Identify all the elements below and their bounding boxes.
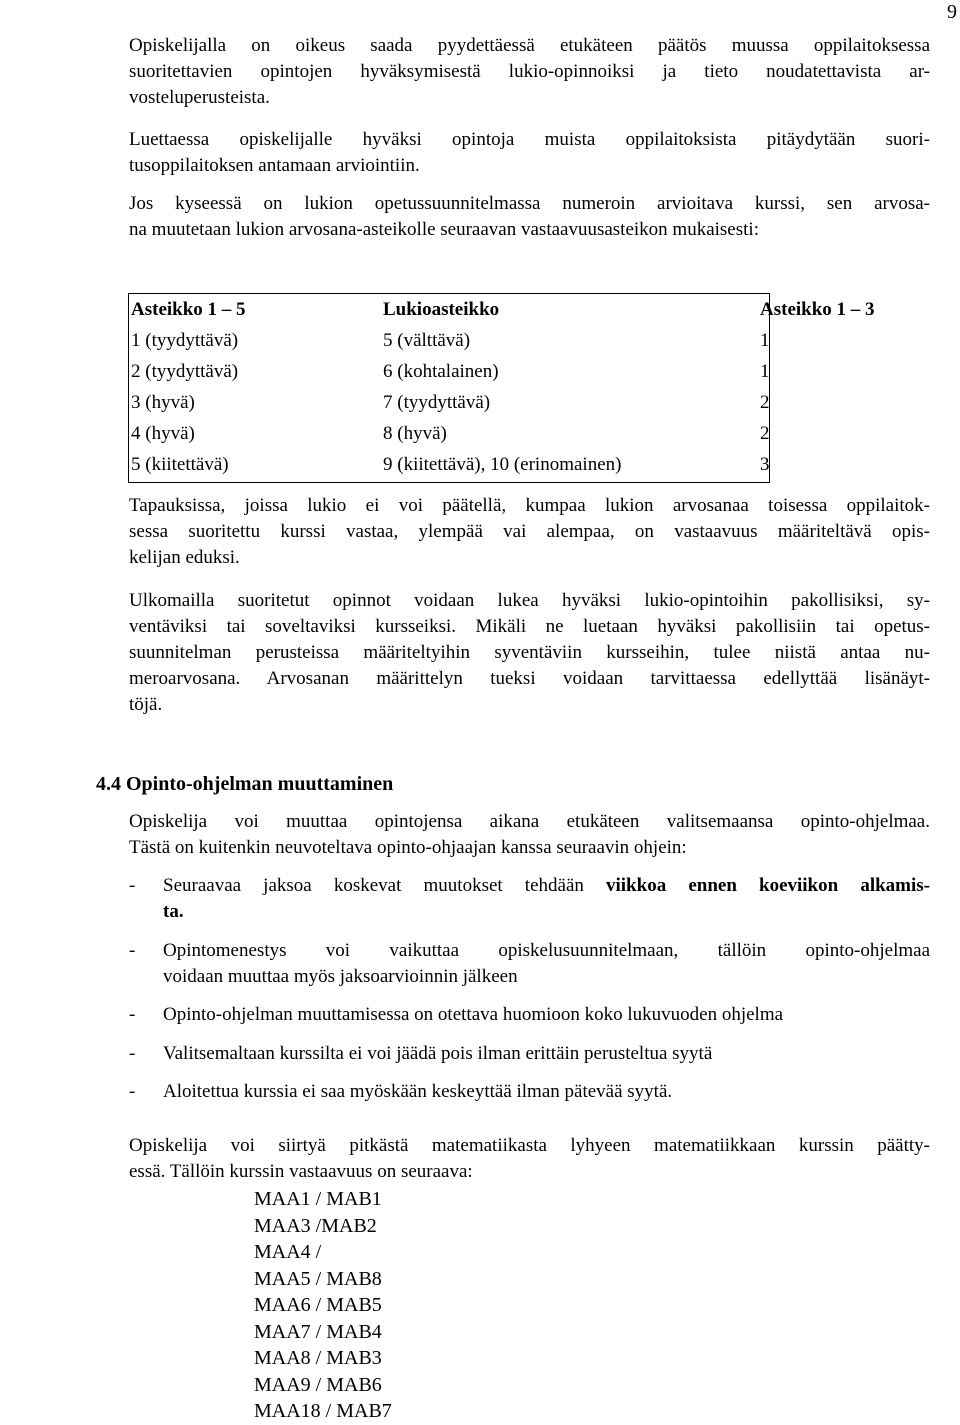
course-equivalence-list <box>254 1186 392 1425</box>
text-line: essä. Tällöin kurssin vastaavuus on seuraava: <box>129 1161 473 1182</box>
course-pair: MAA18 / MAB7 <box>254 1400 392 1422</box>
section-number: 4.4 <box>96 773 121 795</box>
paragraph-crediting <box>129 127 930 179</box>
course-pair: MAA8 / MAB3 <box>254 1347 382 1369</box>
table-header-row <box>129 294 875 325</box>
table-cell: 1 <box>760 361 770 382</box>
bullet-text: Valitsemaltaan kurssilta ei voi jäädä pois ilman erittäin perusteltua syytä <box>163 1043 713 1064</box>
table-cell: 4 (hyvä) <box>131 423 195 444</box>
section-title: Opinto-ohjelman muuttaminen <box>126 773 394 795</box>
paragraph-program-change <box>129 809 930 861</box>
text-line: Tästä on kuitenkin neuvoteltava opinto-ohjaajan kanssa seuraavin ohjein: <box>129 837 687 858</box>
table-cell: 5 (kiitettävä) <box>131 454 229 475</box>
text-line: Jos kyseessä on lukion opetussuunnitelmassa numeroin arvioitava kurssi, sen arvosa- <box>129 193 930 214</box>
table-cell: 3 <box>760 454 770 475</box>
table-cell: 3 (hyvä) <box>131 392 195 413</box>
bullet-dash: - <box>129 1004 136 1025</box>
paragraph-ambiguous-grade <box>129 493 930 571</box>
table-header-cell: Asteikko 1 – 5 <box>131 299 246 320</box>
bullet-bold-text: ta. <box>163 901 184 922</box>
table-cell: 7 (tyydyttävä) <box>383 392 491 413</box>
text-line <box>163 899 930 925</box>
text-line: suoritettavien opintojen hyväksymisestä lukio-opinnoiksi ja tieto noudatettavista ar- <box>129 61 930 82</box>
table-cell: 8 (hyvä) <box>383 423 447 444</box>
text-line: Opiskelija voi siirtyä pitkästä matematiikasta lyhyeen matematiikkaan kurssin päätty- <box>129 1135 930 1156</box>
bullet-text: Opinto-ohjelman muuttamisessa on otettava huomioon koko lukuvuoden ohjelma <box>163 1004 784 1025</box>
section-heading <box>96 771 393 797</box>
bullet-dash: - <box>129 875 136 896</box>
bullet-dash: - <box>129 1081 136 1102</box>
text-line: meroarvosana. Arvosanan määrittelyn tueksi voidaan tarvittaessa edellyttää lisänäyt- <box>129 668 930 689</box>
table-cell: 1 <box>760 330 770 351</box>
text-line: voidaan muuttaa myös jaksoarvioinnin jälkeen <box>163 966 518 987</box>
text-line: tusoppilaitoksen antamaan arviointiin. <box>129 155 420 176</box>
course-pair: MAA7 / MAB4 <box>254 1320 382 1343</box>
text-line: Ulkomailla suoritetut opinnot voidaan lukea hyväksi lukio-opintoihin pakollisiksi, sy- <box>129 590 930 611</box>
course-pair: MAA9 / MAB6 <box>254 1373 382 1396</box>
course-pair: MAA6 / MAB5 <box>254 1294 382 1316</box>
table-header-cell: Lukioasteikko <box>383 299 500 320</box>
table-cell: 9 (kiitettävä), 10 (erinomainen) <box>383 454 622 475</box>
bullet-dash: - <box>129 1043 136 1064</box>
table-row <box>129 325 769 356</box>
paragraph-grade-conversion <box>129 191 930 243</box>
text-line: ventäviksi tai soveltaviksi kursseiksi. Mikäli ne luetaan hyväksi pakollisiin tai opetus- <box>129 616 930 637</box>
paragraph-advance-decision <box>129 33 930 111</box>
table-cell: 2 (tyydyttävä) <box>131 361 239 382</box>
grade-scale-table <box>128 293 875 483</box>
table-cell: 2 <box>760 392 770 413</box>
table-cell: 1 (tyydyttävä) <box>131 330 239 351</box>
text-line: vosteluperusteista. <box>129 87 270 108</box>
table-row <box>129 387 769 418</box>
text-line: Opiskelijalla on oikeus saada pyydettäessä etukäteen päätös muussa oppilaitoksessa <box>129 35 930 56</box>
text-line: Tapauksissa, joissa lukio ei voi päätellä, kumpaa lukion arvosanaa toisessa oppilaitok- <box>129 495 930 516</box>
text-line: sessa suoritettu kurssi vastaa, ylempää vai alempaa, on vastaavuus määriteltävä opis- <box>129 521 930 542</box>
paragraph-math-switch <box>129 1133 930 1185</box>
table-header-cell: Asteikko 1 – 3 <box>760 299 875 320</box>
table-cell: 2 <box>760 423 770 444</box>
table-row <box>129 356 769 387</box>
course-pair: MAA5 / MAB8 <box>254 1267 382 1290</box>
text-line: Luettaessa opiskelijalle hyväksi opintoja muista oppilaitoksista pitäydytään suori- <box>129 129 930 150</box>
text-line: na muutetaan lukion arvosana-asteikolle seuraavan vastaavuusasteikon mukaisesti: <box>129 219 759 240</box>
text-line: suunnitelman perusteissa määriteltyihin syventäviin kursseihin, tulee niistä antaa nu- <box>129 642 930 663</box>
course-pair: MAA1 / MAB1 <box>254 1188 382 1210</box>
text-line: Opiskelija voi muuttaa opintojensa aikana etukäteen valitsemaansa opinto-ohjelmaa. <box>129 811 930 832</box>
course-pair: MAA4 / <box>254 1241 322 1263</box>
table-row <box>129 449 769 480</box>
bullet-dash: - <box>129 940 136 961</box>
text-line: kelijan eduksi. <box>129 547 240 568</box>
text-line: Opintomenestys voi vaikuttaa opiskelusuunnitelmaan, tällöin opinto-ohjelmaa <box>163 940 930 961</box>
bullet-text: Seuraavaa jaksoa koskevat muutokset tehdään <box>163 875 606 896</box>
table-cell: 5 (välttävä) <box>383 330 471 351</box>
table-row <box>129 418 769 449</box>
course-pair: MAA3 /MAB2 <box>254 1214 377 1237</box>
paragraph-foreign-studies <box>129 588 930 718</box>
table-cell: 6 (kohtalainen) <box>383 361 499 382</box>
page-number: 9 <box>947 1 957 23</box>
text-line <box>163 873 930 899</box>
text-line: töjä. <box>129 694 163 715</box>
bullet-text: Aloitettua kurssia ei saa myöskään keskeyttää ilman pätevää syytä. <box>163 1081 673 1102</box>
bullet-bold-text: viikkoa ennen koeviikon alkamis- <box>606 875 930 896</box>
